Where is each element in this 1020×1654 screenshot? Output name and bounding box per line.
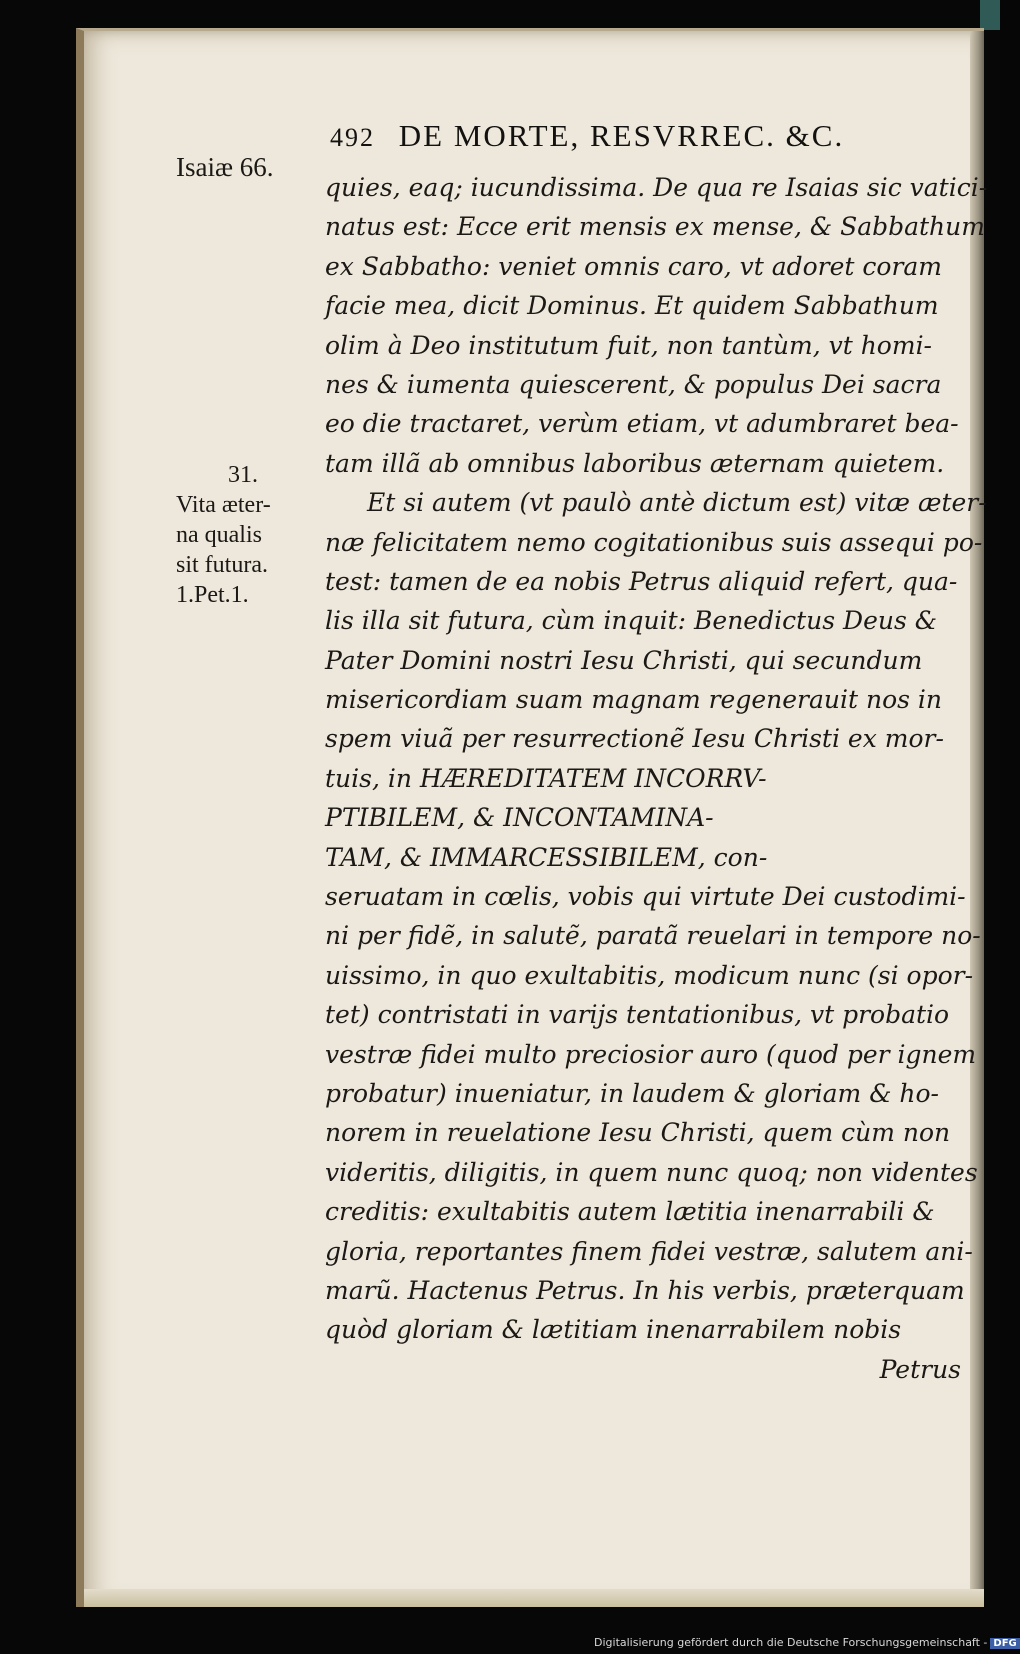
text-line: lis illa sit futura, cùm inquit: Benedictus Deus & bbox=[325, 606, 937, 636]
text-line: PTIBILEM, & INCONTAMINA- bbox=[325, 803, 714, 833]
text-line: olim à Deo institutum fuit, non tantùm, vt homi- bbox=[325, 330, 933, 360]
dfg-logo: DFG bbox=[990, 1638, 1019, 1649]
text-line: videritis, diligitis, in quem nunc quoq; non videntes bbox=[325, 1157, 978, 1187]
text-line: nes & iumenta quiescerent, & populus Dei sacra bbox=[325, 369, 942, 399]
text-line: TAM, & IMMARCESSIBILEM, con- bbox=[325, 842, 768, 872]
page-bottom-edge bbox=[84, 1589, 984, 1607]
text-line: ni per fidẽ, in salutẽ, paratã reuelari in tempore no- bbox=[325, 921, 981, 951]
text-line: marũ. Hactenus Petrus. In his verbis, præterquam bbox=[325, 1275, 965, 1305]
margin-note-line: na qualis bbox=[176, 522, 262, 548]
text-line: Pater Domini nostri Iesu Christi, qui secundum bbox=[325, 645, 923, 675]
text-line: creditis: exultabitis autem lætitia inenarrabili & bbox=[325, 1197, 935, 1227]
margin-note-line: Vita æter- bbox=[176, 492, 271, 518]
text-line: seruatam in cœlis, vobis qui virtute Dei custodimi- bbox=[325, 882, 966, 912]
running-head bbox=[330, 118, 930, 154]
text-line: facie mea, dicit Dominus. Et quidem Sabbathum bbox=[325, 291, 939, 321]
footer-text: Digitalisierung gefördert durch die Deutsche Forschungsgemeinschaft - bbox=[594, 1636, 988, 1649]
text-line: gloria, reportantes finem fidei vestræ, salutem ani- bbox=[325, 1236, 973, 1266]
text-line: eo die tractaret, verùm etiam, vt adumbraret bea- bbox=[325, 409, 959, 439]
text-line: næ felicitatem nemo cogitationibus suis assequi po- bbox=[325, 527, 983, 557]
text-line: natus est: Ecce erit mensis ex mense, & Sabbathum bbox=[325, 212, 985, 242]
text-line: probatur) inueniatur, in laudem & gloriam & ho- bbox=[325, 1078, 940, 1108]
margin-note-line: 1.Pet.1. bbox=[176, 582, 249, 608]
body-text bbox=[325, 168, 988, 1389]
text-line: quòd gloriam & lætitiam inenarrabilem nobis bbox=[325, 1315, 902, 1345]
binding-strip bbox=[980, 0, 1000, 30]
text-line: quies, eaq; iucundissima. De qua re Isaias sic vatici- bbox=[325, 173, 988, 202]
text-line: tuis, in HÆREDITATEM INCORRV- bbox=[325, 763, 767, 793]
text-line: spem viuã per resurrectionẽ Iesu Christi ex mor- bbox=[325, 724, 944, 754]
margin-note-line: sit futura. bbox=[176, 552, 268, 578]
text-line: Et si autem (vt paulò antè dictum est) vitæ æter- bbox=[367, 488, 987, 518]
text-line: test: tamen de ea nobis Petrus aliquid refert, qua- bbox=[325, 566, 958, 596]
text-line: tet) contristati in varijs tentationibus, vt probatio bbox=[325, 1000, 950, 1030]
digitization-footer bbox=[594, 1636, 1017, 1652]
text-line: vestræ fidei multo preciosior auro (quod per ignem bbox=[325, 1039, 977, 1069]
text-line: uissimo, in quo exultabitis, modicum nunc (si opor- bbox=[325, 960, 974, 990]
section-number: 31. bbox=[228, 462, 258, 488]
running-title: DE MORTE, RESVRREC. &C. bbox=[398, 118, 845, 153]
catchword: Petrus bbox=[879, 1354, 961, 1384]
text-line: tam illã ab omnibus laboribus æternam quietem. bbox=[325, 448, 945, 478]
margin-note-isaiah: Isaiæ 66. bbox=[176, 152, 274, 182]
page-number: 492 bbox=[330, 123, 375, 152]
text-line: misericordiam suam magnam regenerauit nos in bbox=[325, 685, 943, 715]
margin-note-section-31 bbox=[176, 460, 316, 610]
text-line: norem in reuelatione Iesu Christi, quem cùm non bbox=[325, 1118, 951, 1148]
text-line: ex Sabbatho: veniet omnis caro, vt adoret coram bbox=[325, 251, 943, 281]
